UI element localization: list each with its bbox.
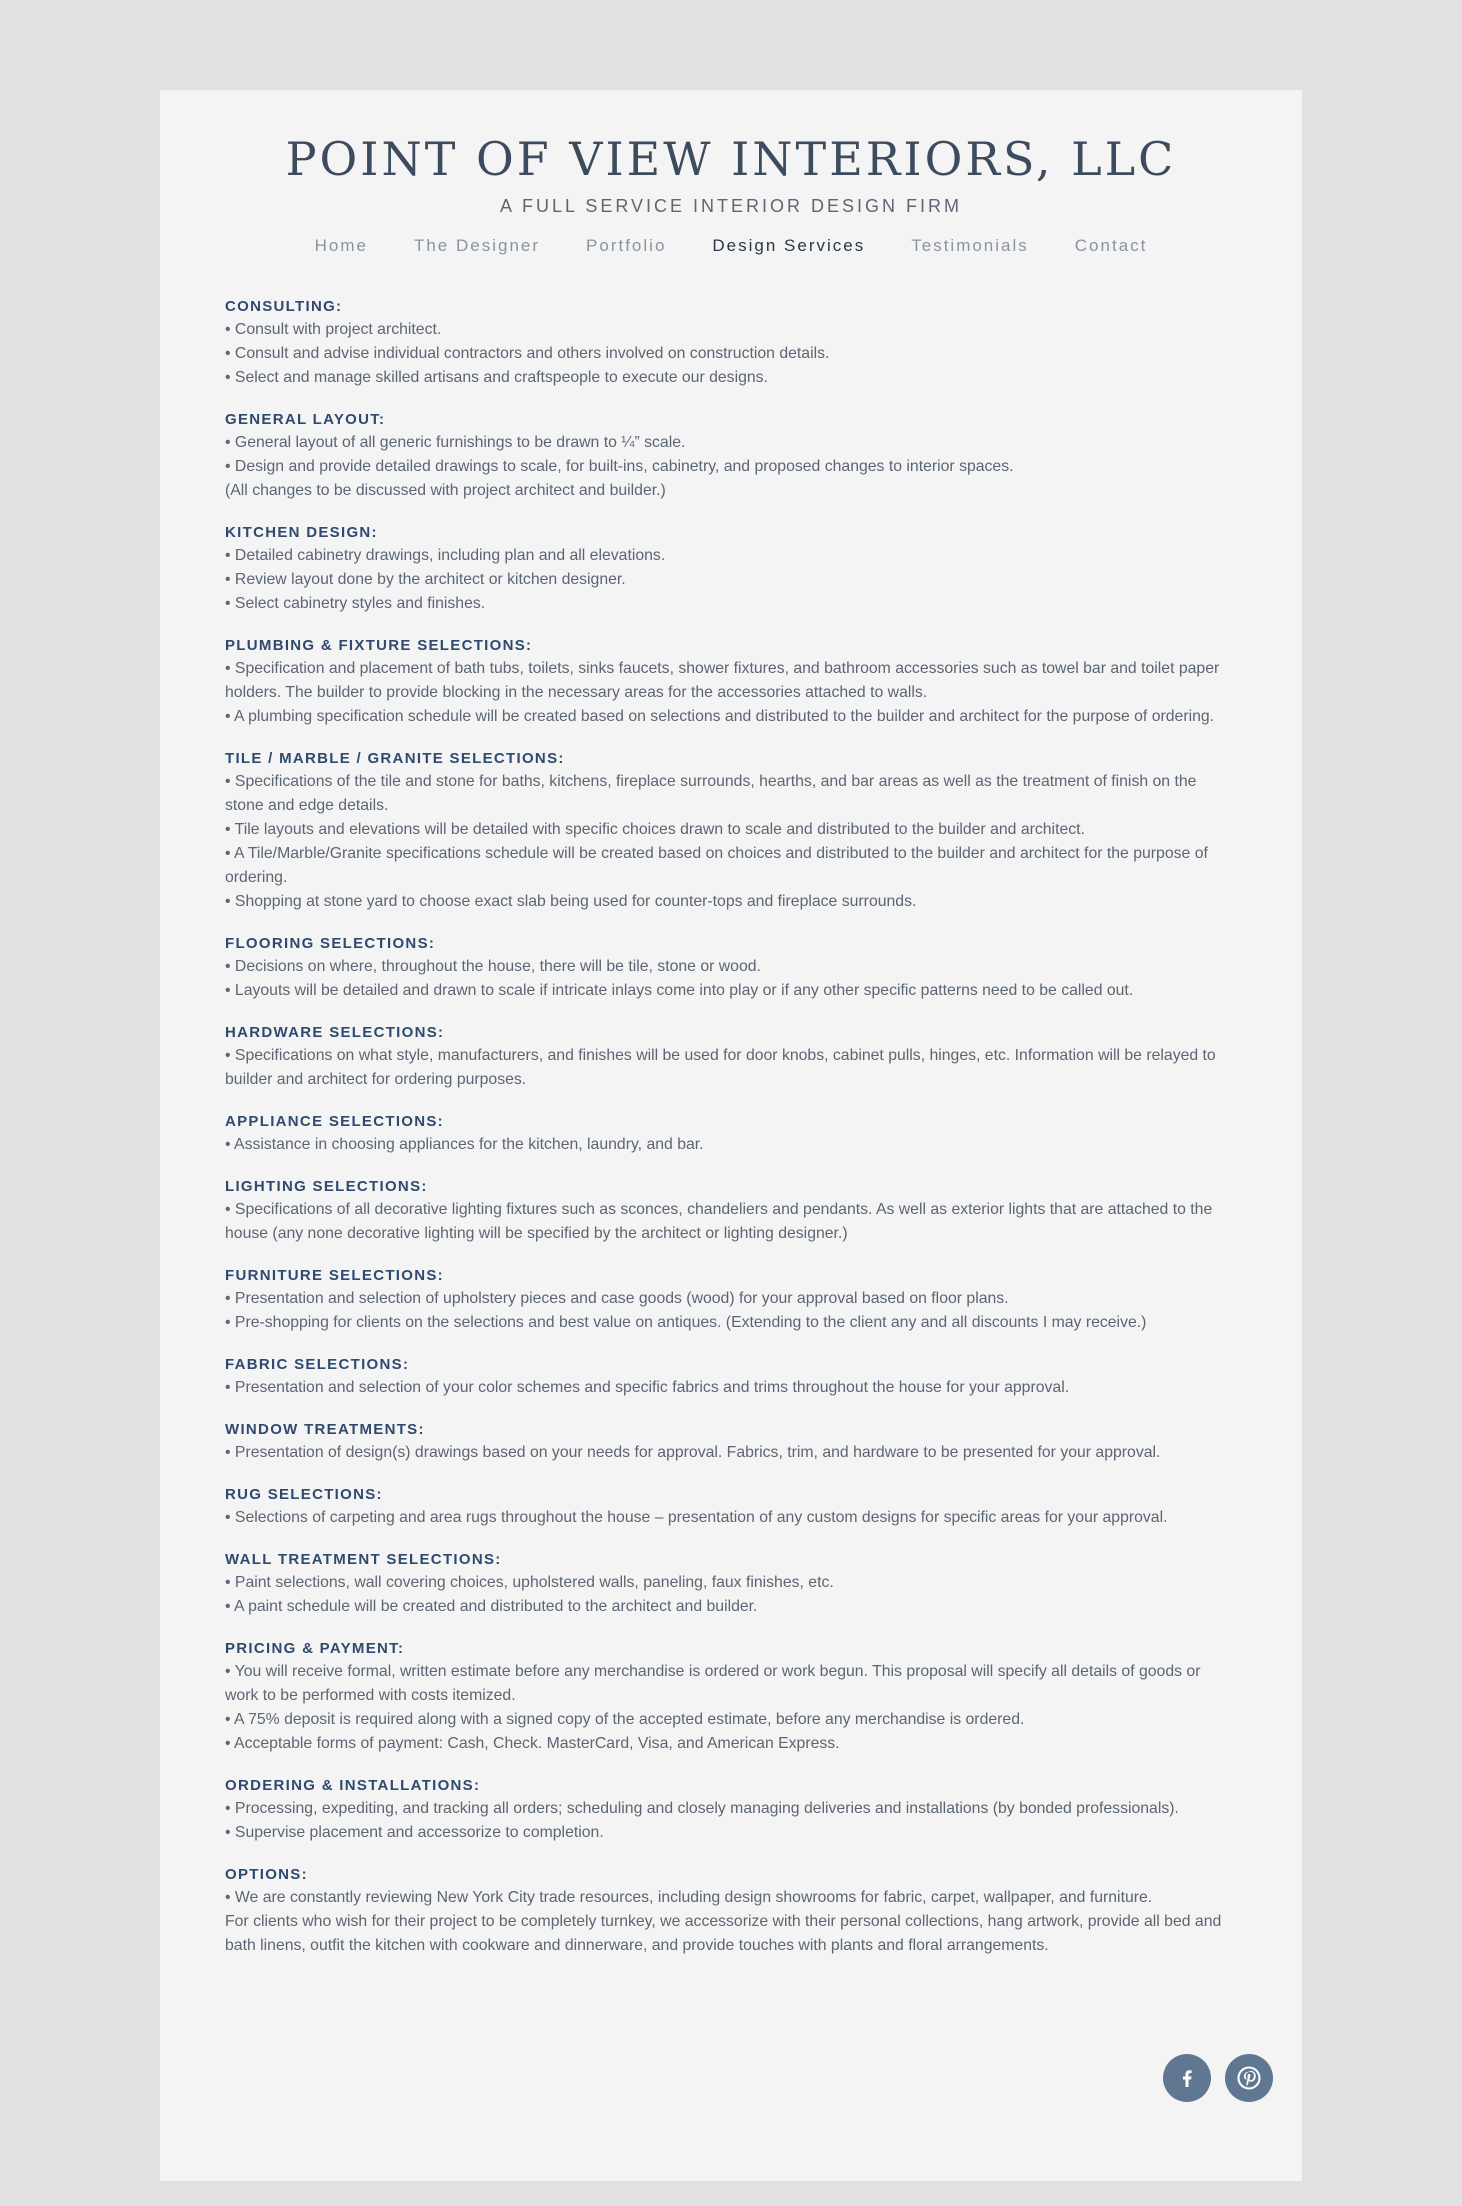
- section-line: • Design and provide detailed drawings to scale, for built-ins, cabinetry, and proposed changes to interior spaces.: [225, 458, 1014, 475]
- section-line: • Decisions on where, throughout the house, there will be tile, stone or wood.: [225, 958, 761, 975]
- page-container: [160, 90, 1302, 2181]
- section-heading: HARDWARE SELECTIONS:: [225, 1024, 445, 1041]
- section-heading: KITCHEN DESIGN:: [225, 524, 378, 541]
- section-wall-treatment: [225, 1549, 1237, 1619]
- section-line: • Acceptable forms of payment: Cash, Check. MasterCard, Visa, and American Express.: [225, 1735, 840, 1752]
- nav-item-the-designer[interactable]: The Designer: [413, 236, 541, 255]
- section-heading: OPTIONS:: [225, 1866, 308, 1883]
- site-tagline: A FULL SERVICE INTERIOR DESIGN FIRM: [499, 196, 963, 216]
- section-plumbing: [225, 635, 1237, 729]
- section-heading: TILE / MARBLE / GRANITE SELECTIONS:: [225, 750, 565, 767]
- section-line: • You will receive formal, written estimate before any merchandise is ordered or work begun. This proposal will specify all details of goods or work to be performed with costs itemized.: [225, 1663, 1201, 1704]
- section-line: • Presentation and selection of your color schemes and specific fabrics and trims throughout the house for your approval.: [225, 1379, 1070, 1396]
- section-line: • Tile layouts and elevations will be detailed with specific choices drawn to scale and distributed to the builder and architect.: [225, 821, 1085, 838]
- section-line: • Paint selections, wall covering choices, upholstered walls, paneling, faux finishes, etc.: [225, 1574, 834, 1591]
- section-line: • Assistance in choosing appliances for the kitchen, laundry, and bar.: [225, 1136, 704, 1153]
- section-heading: ORDERING & INSTALLATIONS:: [225, 1777, 481, 1794]
- section-line: • Shopping at stone yard to choose exact slab being used for counter-tops and fireplace surrounds.: [225, 893, 917, 910]
- main-nav: [160, 230, 1302, 262]
- section-line: • Supervise placement and accessorize to completion.: [225, 1824, 604, 1841]
- section-line: • Consult with project architect.: [225, 321, 442, 338]
- section-heading: LIGHTING SELECTIONS:: [225, 1178, 428, 1195]
- services-content: [225, 296, 1237, 1977]
- facebook-icon: [1175, 2066, 1199, 2090]
- section-kitchen-design: [225, 522, 1237, 616]
- nav-item-testimonials[interactable]: Testimonials: [911, 236, 1029, 255]
- section-heading: FLOORING SELECTIONS:: [225, 935, 436, 952]
- section-heading: WINDOW TREATMENTS:: [225, 1421, 425, 1438]
- section-options: [225, 1864, 1237, 1958]
- section-furniture: [225, 1265, 1237, 1335]
- section-heading: CONSULTING:: [225, 298, 343, 315]
- section-flooring: [225, 933, 1237, 1003]
- section-line: • Select and manage skilled artisans and craftspeople to execute our designs.: [225, 369, 768, 386]
- section-heading: WALL TREATMENT SELECTIONS:: [225, 1551, 502, 1568]
- section-line: • Presentation and selection of upholstery pieces and case goods (wood) for your approval based on floor plans.: [225, 1290, 1009, 1307]
- nav-item-contact[interactable]: Contact: [1074, 236, 1148, 255]
- section-line: • Selections of carpeting and area rugs throughout the house – presentation of any custom designs for specific areas for your approval.: [225, 1509, 1168, 1526]
- section-line: • Specifications on what style, manufacturers, and finishes will be used for door knobs, cabinet pulls, hinges, etc. Information will be relayed to builder and architect for ordering purposes.: [225, 1047, 1216, 1088]
- social-links: [1163, 2054, 1273, 2102]
- section-line: • A 75% deposit is required along with a signed copy of the accepted estimate, before any merchandise is ordered.: [225, 1711, 1025, 1728]
- section-line: (All changes to be discussed with project architect and builder.): [225, 482, 666, 499]
- section-window-treatments: [225, 1419, 1237, 1465]
- section-general-layout: [225, 409, 1237, 503]
- section-consulting: [225, 296, 1237, 390]
- section-heading: FURNITURE SELECTIONS:: [225, 1267, 444, 1284]
- section-hardware: [225, 1022, 1237, 1092]
- section-fabric: [225, 1354, 1237, 1400]
- section-ordering-installations: [225, 1775, 1237, 1845]
- section-line: • A plumbing specification schedule will be created based on selections and distributed to the builder and architect for the purpose of ordering.: [225, 708, 1215, 725]
- section-line: • Layouts will be detailed and drawn to scale if intricate inlays come into play or if any other specific patterns need to be called out.: [225, 982, 1134, 999]
- section-heading: RUG SELECTIONS:: [225, 1486, 383, 1503]
- section-line: • We are constantly reviewing New York City trade resources, including design showrooms for fabric, carpet, wallpaper, and furniture.: [225, 1889, 1153, 1906]
- section-line: • Pre-shopping for clients on the selections and best value on antiques. (Extending to the client any and all discounts I may receive.): [225, 1314, 1147, 1331]
- section-tile-marble-granite: [225, 748, 1237, 914]
- section-lighting: [225, 1176, 1237, 1246]
- pinterest-button[interactable]: [1225, 2054, 1273, 2102]
- nav-item-design-services[interactable]: Design Services: [712, 236, 866, 255]
- section-line: • Select cabinetry styles and finishes.: [225, 595, 486, 612]
- nav-item-portfolio[interactable]: Portfolio: [586, 236, 667, 255]
- facebook-button[interactable]: [1163, 2054, 1211, 2102]
- section-line: • A paint schedule will be created and distributed to the architect and builder.: [225, 1598, 758, 1615]
- section-line: • Specifications of all decorative lighting fixtures such as sconces, chandeliers and pendants. As well as exterior lights that are attached to the house (any none decorative lighting will be specified by the architect or lighting designer.): [225, 1201, 1213, 1242]
- section-rug: [225, 1484, 1237, 1530]
- nav-item-home[interactable]: Home: [314, 236, 368, 255]
- section-heading: FABRIC SELECTIONS:: [225, 1356, 410, 1373]
- site-title[interactable]: POINT OF VIEW INTERIORS, LLC: [285, 132, 1177, 186]
- section-heading: APPLIANCE SELECTIONS:: [225, 1113, 444, 1130]
- section-line: • Presentation of design(s) drawings based on your needs for approval. Fabrics, trim, and hardware to be presented for your approval.: [225, 1444, 1161, 1461]
- section-heading: PLUMBING & FIXTURE SELECTIONS:: [225, 637, 533, 654]
- section-line: • Detailed cabinetry drawings, including plan and all elevations.: [225, 547, 666, 564]
- section-heading: PRICING & PAYMENT:: [225, 1640, 405, 1657]
- section-line: • General layout of all generic furnishings to be drawn to ¼” scale.: [225, 434, 686, 451]
- section-line: • Processing, expediting, and tracking all orders; scheduling and closely managing deliveries and installations (by bonded professionals).: [225, 1800, 1179, 1817]
- pinterest-icon: [1235, 2064, 1263, 2092]
- section-line: • A Tile/Marble/Granite specifications schedule will be created based on choices and distributed to the builder and architect for the purpose of ordering.: [225, 845, 1208, 886]
- section-appliance: [225, 1111, 1237, 1157]
- section-line: • Consult and advise individual contractors and others involved on construction details.: [225, 345, 830, 362]
- section-heading: GENERAL LAYOUT:: [225, 411, 386, 428]
- section-line: • Specification and placement of bath tubs, toilets, sinks faucets, shower fixtures, and bathroom accessories such as towel bar and toilet paper holders. The builder to provide blocking in the necessary areas for the accessories attached to walls.: [225, 660, 1220, 701]
- section-pricing-payment: [225, 1638, 1237, 1756]
- section-line: For clients who wish for their project to be completely turnkey, we accessorize with their personal collections, hang artwork, provide all bed and bath linens, outfit the kitchen with cookware and dinnerware, and provide touches with plants and floral arrangements.: [225, 1913, 1222, 1954]
- section-line: • Review layout done by the architect or kitchen designer.: [225, 571, 626, 588]
- section-line: • Specifications of the tile and stone for baths, kitchens, fireplace surrounds, hearths, and bar areas as well as the treatment of finish on the stone and edge details.: [225, 773, 1197, 814]
